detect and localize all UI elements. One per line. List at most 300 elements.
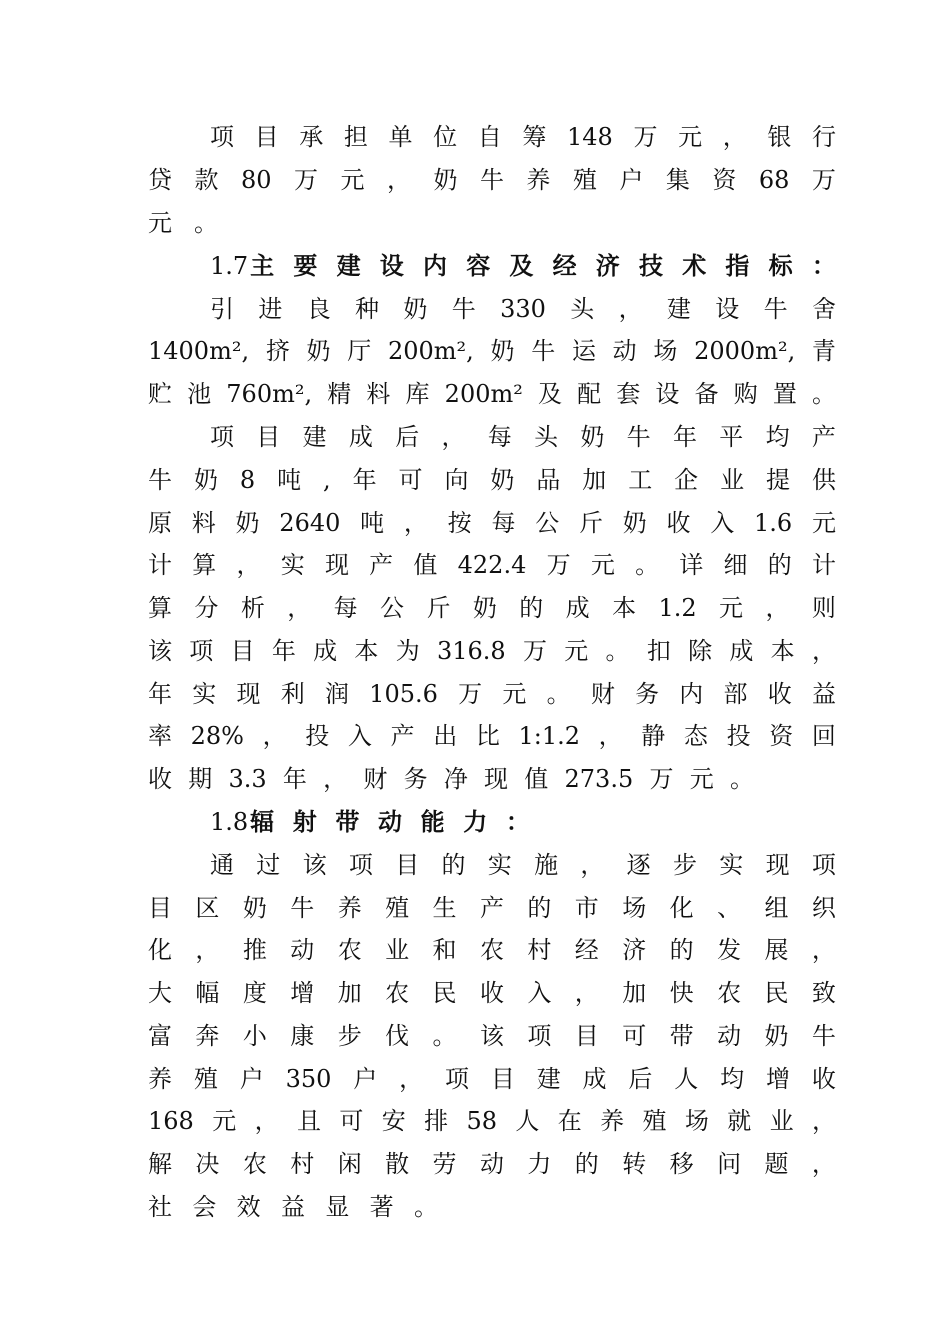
text-token: 劳 bbox=[432, 1150, 457, 1178]
text-token: 民 bbox=[764, 979, 789, 1007]
text-token: 奔 bbox=[195, 1022, 220, 1050]
text-token: ， bbox=[399, 1065, 424, 1093]
text-token: ， bbox=[236, 551, 261, 579]
text-token: 行 bbox=[811, 123, 836, 151]
text-token: 购 bbox=[733, 380, 758, 408]
text-token: 万 bbox=[649, 765, 674, 793]
text-token: 目 bbox=[395, 851, 420, 879]
text-token: 殖 bbox=[642, 1107, 667, 1135]
text-token: 转 bbox=[622, 1150, 647, 1178]
text-token: 则 bbox=[811, 594, 836, 622]
text-token: 养 bbox=[526, 166, 551, 194]
text-token: 年 bbox=[148, 680, 172, 708]
text-token: 公 bbox=[535, 509, 560, 537]
text-token: 和 bbox=[432, 936, 457, 964]
text-token: 化 bbox=[148, 936, 172, 964]
text-token: 年 bbox=[352, 466, 377, 494]
text-token: 元 bbox=[212, 1107, 237, 1135]
text-token: 产 bbox=[479, 894, 504, 922]
text-token: 元 bbox=[564, 637, 589, 665]
text-token: 该 bbox=[479, 1022, 504, 1050]
text-token: 年 bbox=[271, 637, 296, 665]
text-token: 牛 bbox=[811, 1022, 836, 1050]
text-token: 人 bbox=[515, 1107, 540, 1135]
text-token: ： bbox=[811, 251, 836, 280]
text-token: 态 bbox=[683, 722, 708, 750]
text-token: ， bbox=[811, 637, 836, 665]
text-line bbox=[148, 160, 836, 200]
text-token: 场 bbox=[622, 894, 647, 922]
text-token: 进 bbox=[258, 295, 283, 323]
text-token: 贷 bbox=[148, 166, 172, 194]
text-token: 步 bbox=[337, 1022, 362, 1050]
section-heading bbox=[210, 246, 836, 286]
text-token: 良 bbox=[306, 295, 331, 323]
text-token: 养 bbox=[148, 1065, 172, 1093]
text-token: 目 bbox=[254, 123, 279, 151]
text-token: 康 bbox=[290, 1022, 315, 1050]
text-token: 奶 bbox=[403, 295, 428, 323]
text-token: 现 bbox=[765, 851, 790, 879]
text-line bbox=[210, 417, 836, 457]
text-token: 万 bbox=[522, 637, 547, 665]
text-token: 承 bbox=[299, 123, 324, 151]
text-token: 奶 bbox=[764, 1022, 789, 1050]
text-token: 场 bbox=[684, 1107, 709, 1135]
text-token: 奶 bbox=[235, 509, 260, 537]
text-token: ， bbox=[323, 765, 348, 793]
text-token: 动 bbox=[612, 337, 637, 365]
text-token: 村 bbox=[290, 1150, 315, 1178]
text-token: 1400m², bbox=[148, 337, 250, 365]
text-token: 建 bbox=[536, 1065, 561, 1093]
text-token: 及 bbox=[538, 380, 562, 408]
text-token: 池 bbox=[187, 380, 212, 408]
text-token: 每 bbox=[333, 594, 358, 622]
text-token: 挤 bbox=[265, 337, 290, 365]
text-token: 万 bbox=[546, 551, 571, 579]
text-token: 建 bbox=[666, 295, 691, 323]
text-token: 备 bbox=[694, 380, 719, 408]
text-token: 项 bbox=[210, 123, 234, 151]
text-token: 。 bbox=[194, 209, 218, 237]
text-token: 目 bbox=[230, 637, 255, 665]
text-token: 净 bbox=[443, 765, 468, 793]
text-token: 担 bbox=[343, 123, 368, 151]
text-token: ， bbox=[574, 979, 599, 1007]
text-token: 后 bbox=[628, 1065, 653, 1093]
text-token: 业 bbox=[769, 1107, 794, 1135]
text-token: 每 bbox=[487, 423, 512, 451]
text-token: 168 bbox=[148, 1107, 194, 1135]
text-token: 每 bbox=[491, 509, 516, 537]
text-token: 加 bbox=[337, 979, 362, 1007]
text-token: ， bbox=[254, 1107, 279, 1135]
text-token: 业 bbox=[720, 466, 745, 494]
text-token: 建 bbox=[336, 251, 361, 280]
text-token: 入 bbox=[347, 722, 372, 750]
text-token: 8 bbox=[239, 466, 256, 494]
text-token: 殖 bbox=[193, 1065, 218, 1093]
text-token: 万 bbox=[633, 123, 658, 151]
text-token: 济 bbox=[595, 251, 620, 280]
text-token: 场 bbox=[653, 337, 678, 365]
text-token: 农 bbox=[385, 979, 410, 1007]
text-token: 且 bbox=[296, 1107, 321, 1135]
text-token: ： bbox=[505, 807, 530, 836]
text-token: 奶 bbox=[622, 509, 647, 537]
text-token: 农 bbox=[242, 1150, 267, 1178]
text-token: 元 bbox=[719, 594, 744, 622]
text-token: ， bbox=[386, 166, 411, 194]
text-token: ， bbox=[441, 423, 466, 451]
text-token: 均 bbox=[765, 423, 790, 451]
text-token: 产 bbox=[811, 423, 836, 451]
text-token: 58 bbox=[466, 1107, 497, 1135]
text-token: 射 bbox=[292, 807, 317, 836]
text-token: 发 bbox=[717, 936, 742, 964]
text-token: ， bbox=[598, 722, 623, 750]
text-token: 及 bbox=[509, 251, 534, 280]
text-token: 民 bbox=[432, 979, 457, 1007]
text-token: 牛 bbox=[763, 295, 788, 323]
text-token: 增 bbox=[765, 1065, 790, 1093]
text-token: 奶 bbox=[242, 894, 267, 922]
text-token: 316.8 bbox=[436, 637, 506, 665]
text-token: 值 bbox=[524, 765, 549, 793]
text-token: 标 bbox=[768, 251, 793, 280]
text-token: 80 bbox=[240, 166, 272, 194]
text-token: 置 bbox=[772, 380, 797, 408]
text-token: 富 bbox=[148, 1022, 172, 1050]
text-token: 入 bbox=[710, 509, 735, 537]
text-line bbox=[148, 674, 836, 714]
text-line bbox=[148, 588, 836, 628]
text-token: 加 bbox=[622, 979, 647, 1007]
text-line bbox=[148, 331, 836, 371]
text-token: 万 bbox=[811, 166, 836, 194]
text-token: 可 bbox=[398, 466, 423, 494]
text-token: 元 bbox=[340, 166, 365, 194]
text-token: 产 bbox=[369, 551, 394, 579]
text-token: 动 bbox=[717, 1022, 742, 1050]
text-token: 伐 bbox=[385, 1022, 410, 1050]
text-token: 吨 bbox=[360, 509, 385, 537]
text-token: 项 bbox=[189, 637, 214, 665]
text-token: 成 bbox=[348, 423, 373, 451]
text-token: 益 bbox=[280, 1193, 305, 1221]
text-token: 会 bbox=[192, 1193, 217, 1221]
text-token: 套 bbox=[616, 380, 641, 408]
text-token: 投 bbox=[726, 722, 751, 750]
text-token: 该 bbox=[148, 637, 172, 665]
text-token: 项 bbox=[444, 1065, 469, 1093]
text-token: 动 bbox=[290, 936, 315, 964]
text-line bbox=[148, 503, 836, 543]
text-token: 库 bbox=[405, 380, 430, 408]
text-line bbox=[148, 203, 836, 243]
text-token: 供 bbox=[811, 466, 836, 494]
text-token: 工 bbox=[628, 466, 653, 494]
text-token: 养 bbox=[600, 1107, 625, 1135]
text-token: 实 bbox=[192, 680, 217, 708]
text-token: 通 bbox=[210, 851, 234, 879]
text-token: 术 bbox=[682, 251, 707, 280]
text-token: 148 bbox=[567, 123, 613, 151]
text-token: ， bbox=[811, 1107, 836, 1135]
text-token: 组 bbox=[764, 894, 789, 922]
text-token: 422.4 bbox=[457, 551, 527, 579]
text-token: 200m², bbox=[387, 337, 474, 365]
text-token: 辐 bbox=[250, 807, 275, 836]
text-token: 200m² bbox=[444, 380, 523, 408]
text-token: 实 bbox=[487, 851, 512, 879]
text-token: 益 bbox=[812, 680, 836, 708]
text-token: 现 bbox=[236, 680, 261, 708]
text-token: 致 bbox=[811, 979, 836, 1007]
text-token: 力 bbox=[527, 1150, 552, 1178]
text-token: 主 bbox=[250, 251, 275, 280]
text-token: 向 bbox=[444, 466, 469, 494]
text-token: 效 bbox=[236, 1193, 261, 1221]
text-token: 的 bbox=[519, 594, 544, 622]
text-token: 项 bbox=[348, 851, 373, 879]
text-token: 设 bbox=[655, 380, 680, 408]
text-token: 收 bbox=[666, 509, 691, 537]
text-token: 期 bbox=[188, 765, 213, 793]
text-token: 殖 bbox=[385, 894, 410, 922]
text-token: ， bbox=[195, 936, 220, 964]
text-token: 单 bbox=[388, 123, 413, 151]
text-token: 资 bbox=[712, 166, 737, 194]
text-token: 出 bbox=[433, 722, 458, 750]
text-token: 利 bbox=[280, 680, 305, 708]
text-line bbox=[148, 1101, 836, 1141]
text-token: 。 bbox=[413, 1193, 438, 1221]
text-token: 成 bbox=[313, 637, 338, 665]
text-token: 的 bbox=[527, 894, 552, 922]
text-token: 产 bbox=[390, 722, 415, 750]
text-token: 。 bbox=[729, 765, 754, 793]
text-token: ， bbox=[722, 123, 747, 151]
text-token: 静 bbox=[641, 722, 666, 750]
text-token: 技 bbox=[639, 251, 663, 280]
section-heading bbox=[210, 802, 530, 842]
text-token: 务 bbox=[635, 680, 660, 708]
text-token: 收 bbox=[767, 680, 792, 708]
text-token: 760m², bbox=[226, 380, 313, 408]
text-token: ， bbox=[262, 722, 287, 750]
text-token: 自 bbox=[477, 123, 502, 151]
text-token: 能 bbox=[420, 807, 445, 836]
text-token: 均 bbox=[720, 1065, 745, 1093]
text-token: 就 bbox=[727, 1107, 752, 1135]
text-token: 农 bbox=[337, 936, 362, 964]
text-line bbox=[148, 1059, 836, 1099]
text-token: 该 bbox=[302, 851, 327, 879]
text-line bbox=[148, 631, 836, 671]
text-token: 算 bbox=[192, 551, 217, 579]
text-token: 万 bbox=[294, 166, 318, 194]
text-token: 后 bbox=[395, 423, 420, 451]
text-token: 步 bbox=[672, 851, 697, 879]
text-token: 。 bbox=[546, 680, 571, 708]
text-token: 回 bbox=[811, 722, 836, 750]
text-token: 奶 bbox=[490, 337, 515, 365]
text-token: 指 bbox=[725, 251, 750, 280]
text-token: 扣 bbox=[646, 637, 671, 665]
text-token: 区 bbox=[195, 894, 220, 922]
text-token: 元 bbox=[678, 123, 703, 151]
text-token: 年 bbox=[282, 765, 307, 793]
text-token: 。 bbox=[432, 1022, 457, 1050]
text-token: 厅 bbox=[347, 337, 372, 365]
text-token: 散 bbox=[385, 1150, 410, 1178]
text-token: 务 bbox=[403, 765, 428, 793]
text-token: 头 bbox=[570, 295, 595, 323]
text-token: 织 bbox=[811, 894, 836, 922]
text-token: 户 bbox=[619, 166, 644, 194]
text-token: 带 bbox=[335, 807, 360, 836]
text-token: 1.2 bbox=[658, 594, 697, 622]
text-token: 经 bbox=[552, 251, 577, 280]
text-token: 除 bbox=[688, 637, 713, 665]
section-title bbox=[250, 802, 530, 842]
text-token: 万 bbox=[458, 680, 483, 708]
text-token: 村 bbox=[527, 936, 552, 964]
text-token: 建 bbox=[302, 423, 327, 451]
text-token: 的 bbox=[574, 1150, 599, 1178]
text-token: 头 bbox=[534, 423, 559, 451]
text-token: 350 bbox=[285, 1065, 332, 1093]
text-token: 1:1.2 bbox=[518, 722, 580, 750]
text-token: 排 bbox=[424, 1107, 449, 1135]
text-token: 成 bbox=[565, 594, 590, 622]
text-line bbox=[148, 545, 836, 585]
text-token: 目 bbox=[490, 1065, 515, 1093]
text-token: 项 bbox=[527, 1022, 552, 1050]
text-line bbox=[148, 759, 754, 799]
text-token: 小 bbox=[242, 1022, 267, 1050]
text-line bbox=[148, 460, 836, 500]
text-token: ， bbox=[765, 594, 790, 622]
text-token: 力 bbox=[463, 807, 488, 836]
text-token: 经 bbox=[574, 936, 599, 964]
text-token: 的 bbox=[669, 936, 694, 964]
text-token: 吨 bbox=[277, 466, 302, 494]
text-token: 社 bbox=[148, 1193, 172, 1221]
text-token: 在 bbox=[557, 1107, 582, 1135]
text-token: 奶 bbox=[193, 466, 218, 494]
text-token: 现 bbox=[324, 551, 349, 579]
text-token: 投 bbox=[305, 722, 330, 750]
text-token: 细 bbox=[723, 551, 748, 579]
text-token: 大 bbox=[148, 979, 172, 1007]
text-line bbox=[148, 1187, 438, 1227]
section-number: 1.7 bbox=[210, 252, 249, 280]
text-token: 部 bbox=[723, 680, 748, 708]
text-token: 分 bbox=[194, 594, 219, 622]
text-line bbox=[148, 930, 836, 970]
text-token: 度 bbox=[242, 979, 267, 1007]
text-token: 可 bbox=[339, 1107, 364, 1135]
text-token: 项 bbox=[210, 423, 234, 451]
text-token: 实 bbox=[719, 851, 744, 879]
text-token: 现 bbox=[484, 765, 509, 793]
text-line bbox=[210, 117, 836, 157]
text-token: 业 bbox=[385, 936, 410, 964]
text-token: 牛 bbox=[626, 423, 651, 451]
text-token: 幅 bbox=[195, 979, 220, 1007]
text-token: 逐 bbox=[626, 851, 651, 879]
text-token: ， bbox=[287, 594, 312, 622]
text-line bbox=[210, 289, 836, 329]
text-token: 。 bbox=[635, 551, 660, 579]
text-token: 料 bbox=[366, 380, 391, 408]
text-token: 奶 bbox=[433, 166, 458, 194]
text-token: 资 bbox=[769, 722, 794, 750]
text-token: 要 bbox=[293, 251, 318, 280]
text-token: 105.6 bbox=[369, 680, 438, 708]
text-token: 、 bbox=[717, 894, 742, 922]
text-line bbox=[148, 973, 836, 1013]
text-token: 本 bbox=[354, 637, 379, 665]
text-token: 元 bbox=[811, 509, 836, 537]
text-token: 加 bbox=[582, 466, 607, 494]
text-token: 析 bbox=[240, 594, 265, 622]
text-token: 目 bbox=[256, 423, 281, 451]
text-token: 设 bbox=[379, 251, 404, 280]
text-token: 项 bbox=[811, 851, 836, 879]
text-line bbox=[148, 1144, 836, 1184]
text-token: ， bbox=[580, 851, 605, 879]
text-token: 比 bbox=[475, 722, 500, 750]
text-token: 年 bbox=[672, 423, 697, 451]
text-token: 28% bbox=[190, 722, 244, 750]
text-token: 闲 bbox=[337, 1150, 362, 1178]
text-token: 元 bbox=[689, 765, 714, 793]
text-token: 公 bbox=[380, 594, 405, 622]
text-token: 牛 bbox=[148, 466, 172, 494]
text-token: 农 bbox=[717, 979, 742, 1007]
text-token: 2000m², bbox=[694, 337, 796, 365]
text-token: 元 bbox=[148, 209, 172, 237]
text-token: 设 bbox=[715, 295, 740, 323]
text-token: 安 bbox=[381, 1107, 406, 1135]
text-token: 目 bbox=[148, 894, 172, 922]
text-token: 收 bbox=[811, 1065, 836, 1093]
text-token: 种 bbox=[355, 295, 380, 323]
text-token: 273.5 bbox=[564, 765, 634, 793]
text-token: 银 bbox=[767, 123, 792, 151]
text-token: 计 bbox=[148, 551, 172, 579]
text-token: 料 bbox=[191, 509, 216, 537]
text-token: 元 bbox=[502, 680, 527, 708]
text-token: 元 bbox=[590, 551, 615, 579]
text-token: 可 bbox=[622, 1022, 647, 1050]
text-token: 的 bbox=[767, 551, 792, 579]
section-title bbox=[250, 246, 836, 286]
text-token: 移 bbox=[669, 1150, 694, 1178]
text-token: , bbox=[323, 466, 331, 494]
text-token: 2640 bbox=[279, 509, 341, 537]
text-token: 户 bbox=[353, 1065, 378, 1093]
text-token: ， bbox=[811, 1150, 836, 1178]
text-token: 快 bbox=[669, 979, 694, 1007]
text-line bbox=[148, 888, 836, 928]
text-token: 入 bbox=[527, 979, 552, 1007]
text-token: 施 bbox=[534, 851, 559, 879]
